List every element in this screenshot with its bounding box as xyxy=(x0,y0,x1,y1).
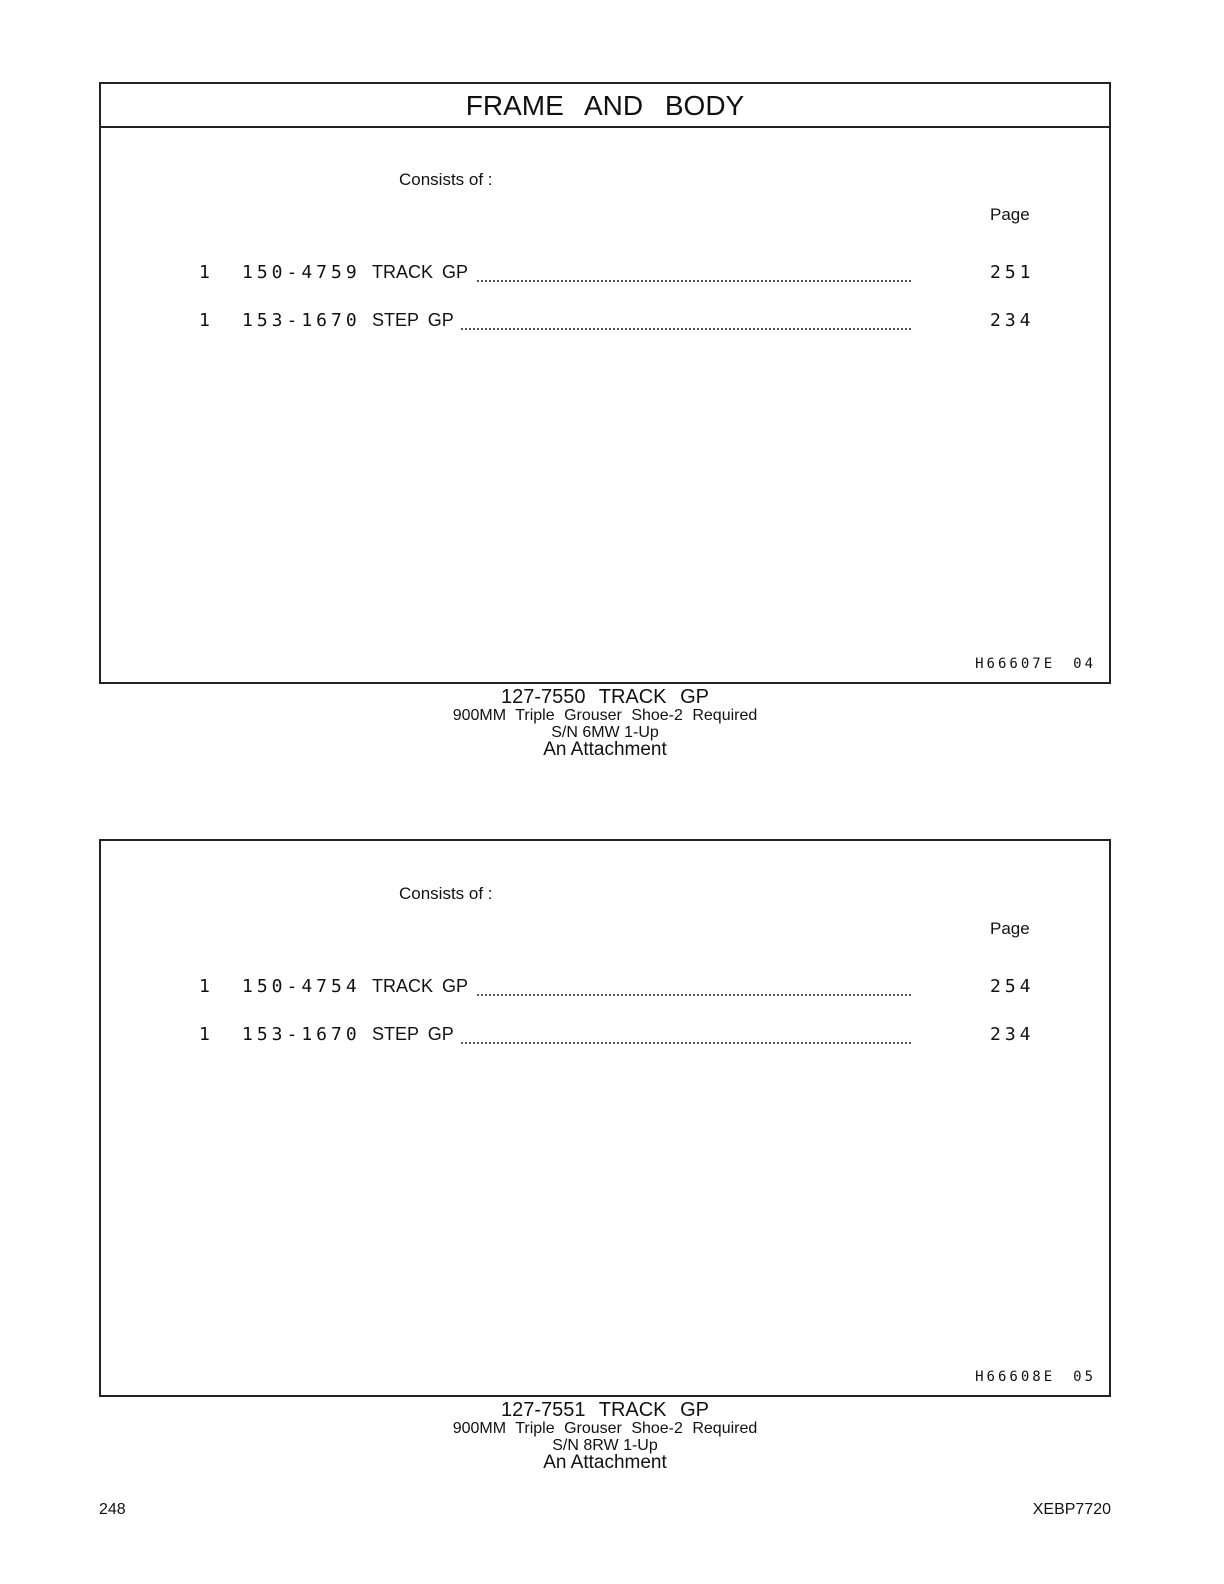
illustration-code: H66608E xyxy=(975,1369,1056,1385)
page-reference: 251 xyxy=(990,262,1035,283)
group-panel-1 xyxy=(99,82,1111,684)
group-panel-2 xyxy=(99,839,1111,1397)
page-reference: 254 xyxy=(990,976,1035,997)
quantity: 1 xyxy=(199,262,214,283)
group-note: 900MM Triple Grouser Shoe-2 Required xyxy=(452,1420,758,1437)
page-reference: 234 xyxy=(990,310,1035,331)
consists-of-label: Consists of : xyxy=(399,884,493,903)
section-title: FRAME AND BODY xyxy=(465,90,745,121)
dot-leader xyxy=(477,986,911,996)
part-number: 150-4759 xyxy=(242,262,361,283)
parts-list-row xyxy=(101,262,1109,290)
group-part-title: 127-7550 TRACK GP xyxy=(501,686,709,708)
serial-range: S/N 6MW 1-Up xyxy=(551,724,659,741)
parts-list-row xyxy=(101,1024,1109,1052)
part-description: STEP GP xyxy=(372,1024,454,1044)
serial-range: S/N 8RW 1-Up xyxy=(552,1437,658,1454)
parts-list-row xyxy=(101,976,1109,1004)
dot-leader xyxy=(461,1034,911,1044)
part-number: 153-1670 xyxy=(242,310,361,331)
part-number: 150-4754 xyxy=(242,976,361,997)
part-description: TRACK GP xyxy=(372,976,469,996)
group-type: An Attachment xyxy=(543,1452,667,1473)
page-number: 248 xyxy=(99,1501,126,1518)
illustration-sequence: 04 xyxy=(1073,656,1096,672)
illustration-id xyxy=(975,656,1096,672)
document-code: XEBP7720 xyxy=(1032,1501,1111,1518)
quantity: 1 xyxy=(199,310,214,331)
group-type: An Attachment xyxy=(543,739,667,760)
illustration-sequence: 05 xyxy=(1073,1369,1096,1385)
group-part-title: 127-7551 TRACK GP xyxy=(501,1399,709,1421)
dot-leader xyxy=(461,320,911,330)
part-number: 153-1670 xyxy=(242,1024,361,1045)
dot-leader xyxy=(477,272,911,282)
group-note: 900MM Triple Grouser Shoe-2 Required xyxy=(452,707,758,724)
section-title-bar xyxy=(101,84,1109,128)
illustration-code: H66607E xyxy=(975,656,1056,672)
page-column-header: Page xyxy=(990,919,1030,938)
page-reference: 234 xyxy=(990,1024,1035,1045)
illustration-id xyxy=(975,1369,1096,1385)
quantity: 1 xyxy=(199,1024,214,1045)
part-description: STEP GP xyxy=(372,310,454,330)
consists-of-label: Consists of : xyxy=(399,170,493,189)
part-description: TRACK GP xyxy=(372,262,469,282)
quantity: 1 xyxy=(199,976,214,997)
page-column-header: Page xyxy=(990,205,1030,224)
parts-list-row xyxy=(101,310,1109,338)
